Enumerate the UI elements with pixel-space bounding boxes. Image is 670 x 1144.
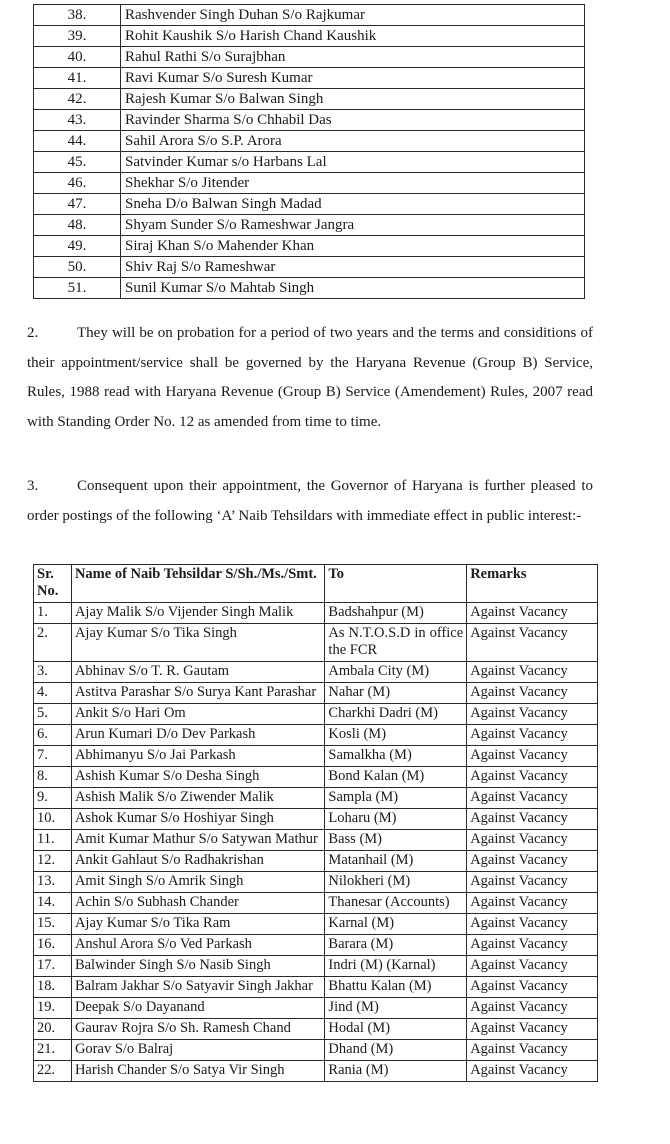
posting-to: Badshahpur (M) [325,603,467,624]
top-list-row [34,257,585,278]
posting-remarks: Against Vacancy [467,851,598,872]
posting-sr-no: 18. [34,977,72,998]
posting-name: Harish Chander S/o Satya Vir Singh [71,1061,324,1082]
posting-remarks: Against Vacancy [467,624,598,662]
top-list-row [34,215,585,236]
posting-remarks: Against Vacancy [467,788,598,809]
posting-sr-no: 13. [34,872,72,893]
paragraph-3 [27,472,593,531]
postings-table [33,564,598,1082]
posting-name: Ashok Kumar S/o Hoshiyar Singh [71,809,324,830]
posting-row [34,893,598,914]
paragraph-2 [27,319,593,437]
posting-row [34,603,598,624]
top-list-name: Rahul Rathi S/o Surajbhan [121,47,585,68]
posting-name: Deepak S/o Dayanand [71,998,324,1019]
top-list-name: Shekhar S/o Jitender [121,173,585,194]
posting-name: Arun Kumari D/o Dev Parkash [71,725,324,746]
top-list-number: 41. [34,68,121,89]
posting-row [34,977,598,998]
posting-row [34,998,598,1019]
posting-remarks: Against Vacancy [467,893,598,914]
posting-to: Jind (M) [325,998,467,1019]
posting-sr-no: 8. [34,767,72,788]
top-list-number: 38. [34,5,121,26]
posting-to: Ambala City (M) [325,662,467,683]
posting-sr-no: 6. [34,725,72,746]
top-list-name: Rashvender Singh Duhan S/o Rajkumar [121,5,585,26]
posting-remarks: Against Vacancy [467,683,598,704]
posting-row [34,1061,598,1082]
posting-name: Astitva Parashar S/o Surya Kant Parashar [71,683,324,704]
top-list-name: Ravinder Sharma S/o Chhabil Das [121,110,585,131]
paragraph-2-number: 2. [27,325,39,341]
top-list-row [34,152,585,173]
posting-row [34,914,598,935]
posting-sr-no: 15. [34,914,72,935]
paragraph-2-text: They will be on probation for a period of two years and the terms and considitions of their appointment/service shall be governed by the Haryana Revenue (Group B) Service, Rules, 1988 read with Haryana Revenue (Group B) Service (Amendement) Rules, 2007 read with Standing Order No. 12 as amended from time to time. [27,325,593,430]
posting-remarks: Against Vacancy [467,809,598,830]
posting-remarks: Against Vacancy [467,935,598,956]
top-list-name: Rohit Kaushik S/o Harish Chand Kaushik [121,26,585,47]
top-list-row [34,47,585,68]
posting-remarks: Against Vacancy [467,1019,598,1040]
top-list-number: 40. [34,47,121,68]
postings-header-row [34,565,598,603]
posting-remarks: Against Vacancy [467,914,598,935]
posting-name: Achin S/o Subhash Chander [71,893,324,914]
posting-row [34,1019,598,1040]
posting-to: Thanesar (Accounts) [325,893,467,914]
posting-to: Bond Kalan (M) [325,767,467,788]
posting-sr-no: 19. [34,998,72,1019]
posting-to: Samalkha (M) [325,746,467,767]
posting-name: Amit Kumar Mathur S/o Satywan Mathur [71,830,324,851]
top-list-name: Sneha D/o Balwan Singh Madad [121,194,585,215]
posting-remarks: Against Vacancy [467,1040,598,1061]
posting-sr-no: 2. [34,624,72,662]
posting-sr-no: 4. [34,683,72,704]
posting-to: Loharu (M) [325,809,467,830]
top-list-name: Siraj Khan S/o Mahender Khan [121,236,585,257]
top-list-number: 46. [34,173,121,194]
posting-to: Karnal (M) [325,914,467,935]
posting-to: Hodal (M) [325,1019,467,1040]
posting-row [34,788,598,809]
posting-to: Dhand (M) [325,1040,467,1061]
top-list-name: Shiv Raj S/o Rameshwar [121,257,585,278]
posting-remarks: Against Vacancy [467,977,598,998]
posting-name: Gorav S/o Balraj [71,1040,324,1061]
posting-name: Balwinder Singh S/o Nasib Singh [71,956,324,977]
posting-row [34,809,598,830]
posting-name: Balram Jakhar S/o Satyavir Singh Jakhar [71,977,324,998]
posting-remarks: Against Vacancy [467,872,598,893]
top-list-name: Shyam Sunder S/o Rameshwar Jangra [121,215,585,236]
top-list-number: 51. [34,278,121,299]
posting-sr-no: 20. [34,1019,72,1040]
posting-remarks: Against Vacancy [467,725,598,746]
posting-sr-no: 7. [34,746,72,767]
posting-remarks: Against Vacancy [467,1061,598,1082]
posting-remarks: Against Vacancy [467,767,598,788]
paragraph-3-number: 3. [27,478,39,494]
posting-sr-no: 16. [34,935,72,956]
top-list-row [34,131,585,152]
posting-sr-no: 5. [34,704,72,725]
posting-name: Ashish Malik S/o Ziwender Malik [71,788,324,809]
top-list-number: 39. [34,26,121,47]
posting-remarks: Against Vacancy [467,662,598,683]
posting-name: Ankit Gahlaut S/o Radhakrishan [71,851,324,872]
posting-to: Sampla (M) [325,788,467,809]
posting-remarks: Against Vacancy [467,746,598,767]
header-to: To [325,565,467,603]
posting-name: Amit Singh S/o Amrik Singh [71,872,324,893]
top-list-number: 50. [34,257,121,278]
postings-body [34,603,598,1082]
top-list-name: Ravi Kumar S/o Suresh Kumar [121,68,585,89]
posting-row [34,935,598,956]
posting-sr-no: 17. [34,956,72,977]
posting-remarks: Against Vacancy [467,956,598,977]
top-list-row [34,68,585,89]
top-list-row [34,89,585,110]
posting-row [34,725,598,746]
posting-to: Nahar (M) [325,683,467,704]
posting-row [34,624,598,662]
posting-row [34,704,598,725]
posting-name: Gaurav Rojra S/o Sh. Ramesh Chand [71,1019,324,1040]
posting-to: As N.T.O.S.D in office the FCR [325,624,467,662]
posting-remarks: Against Vacancy [467,998,598,1019]
top-name-list-table [33,4,585,299]
posting-name: Ajay Kumar S/o Tika Singh [71,624,324,662]
posting-row [34,830,598,851]
posting-to: Kosli (M) [325,725,467,746]
posting-remarks: Against Vacancy [467,603,598,624]
posting-row [34,662,598,683]
posting-name: Abhinav S/o T. R. Gautam [71,662,324,683]
top-list-name: Rajesh Kumar S/o Balwan Singh [121,89,585,110]
posting-sr-no: 1. [34,603,72,624]
posting-sr-no: 9. [34,788,72,809]
header-name: Name of Naib Tehsildar S/Sh./Ms./Smt. [71,565,324,603]
posting-sr-no: 12. [34,851,72,872]
top-name-list-body [34,5,585,299]
posting-sr-no: 21. [34,1040,72,1061]
posting-to: Nilokheri (M) [325,872,467,893]
top-list-row [34,278,585,299]
top-list-name: Satvinder Kumar s/o Harbans Lal [121,152,585,173]
posting-remarks: Against Vacancy [467,704,598,725]
posting-remarks: Against Vacancy [467,830,598,851]
posting-name: Anshul Arora S/o Ved Parkash [71,935,324,956]
top-list-row [34,173,585,194]
top-list-row [34,194,585,215]
posting-sr-no: 22. [34,1061,72,1082]
posting-to: Rania (M) [325,1061,467,1082]
posting-to: Indri (M) (Karnal) [325,956,467,977]
posting-name: Ajay Malik S/o Vijender Singh Malik [71,603,324,624]
posting-sr-no: 3. [34,662,72,683]
posting-row [34,956,598,977]
posting-to: Bhattu Kalan (M) [325,977,467,998]
posting-name: Ankit S/o Hari Om [71,704,324,725]
posting-to: Bass (M) [325,830,467,851]
top-list-row [34,236,585,257]
top-list-number: 47. [34,194,121,215]
posting-name: Ajay Kumar S/o Tika Ram [71,914,324,935]
posting-row [34,851,598,872]
top-list-row [34,26,585,47]
posting-row [34,746,598,767]
posting-row [34,872,598,893]
posting-row [34,1040,598,1061]
header-remarks: Remarks [467,565,598,603]
top-list-number: 43. [34,110,121,131]
posting-to: Matanhail (M) [325,851,467,872]
top-list-number: 42. [34,89,121,110]
posting-row [34,767,598,788]
top-list-number: 48. [34,215,121,236]
posting-to: Barara (M) [325,935,467,956]
top-list-row [34,110,585,131]
top-list-number: 49. [34,236,121,257]
posting-sr-no: 11. [34,830,72,851]
posting-row [34,683,598,704]
posting-sr-no: 10. [34,809,72,830]
paragraph-3-text: Consequent upon their appointment, the Governor of Haryana is further pleased to order postings of the following ‘A’ Naib Tehsildars with immediate effect in public interest:- [27,478,593,524]
top-list-number: 44. [34,131,121,152]
top-list-name: Sunil Kumar S/o Mahtab Singh [121,278,585,299]
top-list-name: Sahil Arora S/o S.P. Arora [121,131,585,152]
top-list-row [34,5,585,26]
posting-to: Charkhi Dadri (M) [325,704,467,725]
header-sr-no: Sr. No. [34,565,72,603]
posting-name: Ashish Kumar S/o Desha Singh [71,767,324,788]
posting-name: Abhimanyu S/o Jai Parkash [71,746,324,767]
top-list-number: 45. [34,152,121,173]
posting-sr-no: 14. [34,893,72,914]
